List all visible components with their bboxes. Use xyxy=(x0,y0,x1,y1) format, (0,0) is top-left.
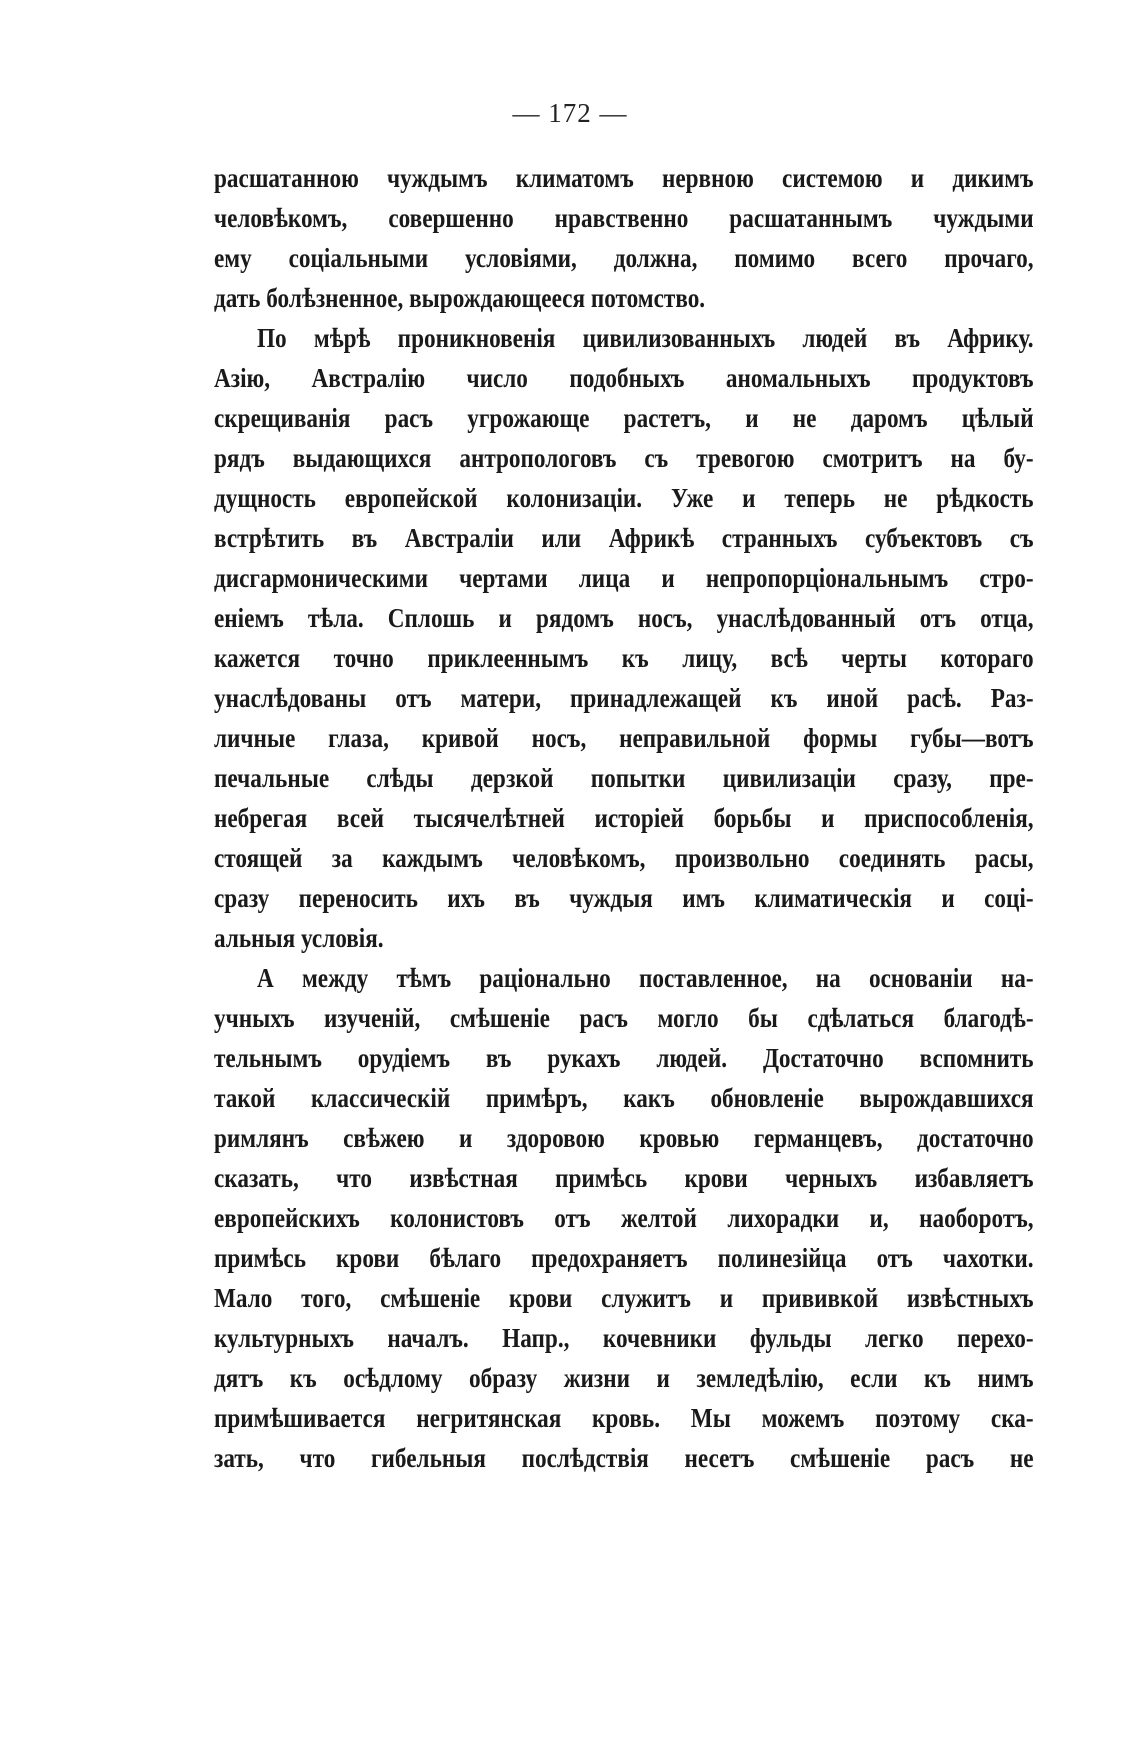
text-line: Азію, Австралію число подобныхъ аномальныхъ продуктовъ xyxy=(214,363,1034,393)
text-line: А между тѣмъ раціонально поставленное, на основаніи на- xyxy=(257,963,1034,993)
paragraph-2 xyxy=(214,318,1034,958)
text-line: римлянъ свѣжею и здоровою кровью германцевъ, достаточно xyxy=(214,1123,1034,1153)
text-line: такой классическій примѣръ, какъ обновленіе вырождавшихся xyxy=(214,1083,1034,1113)
text-line: тельнымъ орудіемъ въ рукахъ людей. Достаточно вспомнить xyxy=(214,1043,1034,1073)
text-line: культурныхъ началъ. Напр., кочевники фульды легко перехо- xyxy=(214,1323,1034,1353)
text-line: европейскихъ колонистовъ отъ желтой лихорадки и, наоборотъ, xyxy=(214,1203,1034,1233)
text-line: встрѣтить въ Австраліи или Африкѣ странныхъ субъектовъ съ xyxy=(214,523,1034,553)
text-line: ему соціальными условіями, должна, помимо всего прочаго, xyxy=(214,243,1034,273)
text-line: человѣкомъ, совершенно нравственно расшатаннымъ чуждыми xyxy=(214,203,1034,233)
text-line: примѣсь крови бѣлаго предохраняетъ полинезійца отъ чахотки. xyxy=(214,1243,1034,1273)
text-line: расшатанною чуждымъ климатомъ нервною системою и дикимъ xyxy=(214,163,1034,193)
text-line: кажется точно приклееннымъ къ лицу, всѣ черты котораго xyxy=(214,643,1034,673)
text-line: небрегая всей тысячелѣтней исторіей борьбы и приспособленія, xyxy=(214,803,1034,833)
text-line: личные глаза, кривой носъ, неправильной формы губы—вотъ xyxy=(214,723,1034,753)
paragraph-3 xyxy=(214,958,1034,1478)
text-line: примѣшивается негритянская кровь. Мы можемъ поэтому ска- xyxy=(214,1403,1034,1433)
text-line: рядъ выдающихся антропологовъ съ тревогою смотритъ на бу- xyxy=(214,443,1034,473)
text-line: печальные слѣды дерзкой попытки цивилизаціи сразу, пре- xyxy=(214,763,1034,793)
text-line: сказать, что извѣстная примѣсь крови черныхъ избавляетъ xyxy=(214,1163,1034,1193)
text-line: стоящей за каждымъ человѣкомъ, произвольно соединять расы, xyxy=(214,843,1034,873)
page-number: — 172 — xyxy=(512,98,628,128)
text-line: зать, что гибельныя послѣдствія несетъ смѣшеніе расъ не xyxy=(214,1443,1034,1473)
text-line: дятъ къ осѣдлому образу жизни и земледѣлію, если къ нимъ xyxy=(214,1363,1034,1393)
body-text xyxy=(214,158,1034,1478)
paragraph-1 xyxy=(214,158,1034,318)
text-line: еніемъ тѣла. Сплошь и рядомъ носъ, унаслѣдованный отъ отца, xyxy=(214,603,1034,633)
text-line: дать болѣзненное, вырождающееся потомство. xyxy=(214,283,706,313)
text-line: дисгармоническими чертами лица и непропорціональнымъ стро- xyxy=(214,563,1034,593)
text-line: По мѣрѣ проникновенія цивилизованныхъ людей въ Африку. xyxy=(257,323,1034,353)
text-line: сразу переносить ихъ въ чуждыя имъ климатическія и соці- xyxy=(214,883,1034,913)
text-line: унаслѣдованы отъ матери, принадлежащей къ иной расѣ. Раз- xyxy=(214,683,1034,713)
text-line: дущность европейской колонизаціи. Уже и теперь не рѣдкость xyxy=(214,483,1034,513)
text-line: учныхъ изученій, смѣшеніе расъ могло бы сдѣлаться благодѣ- xyxy=(214,1003,1034,1033)
text-line: Мало того, смѣшеніе крови служитъ и прививкой извѣстныхъ xyxy=(214,1283,1034,1313)
text-line: альныя условія. xyxy=(214,923,384,953)
text-line: скрещиванія расъ угрожающе растетъ, и не даромъ цѣлый xyxy=(214,403,1034,433)
